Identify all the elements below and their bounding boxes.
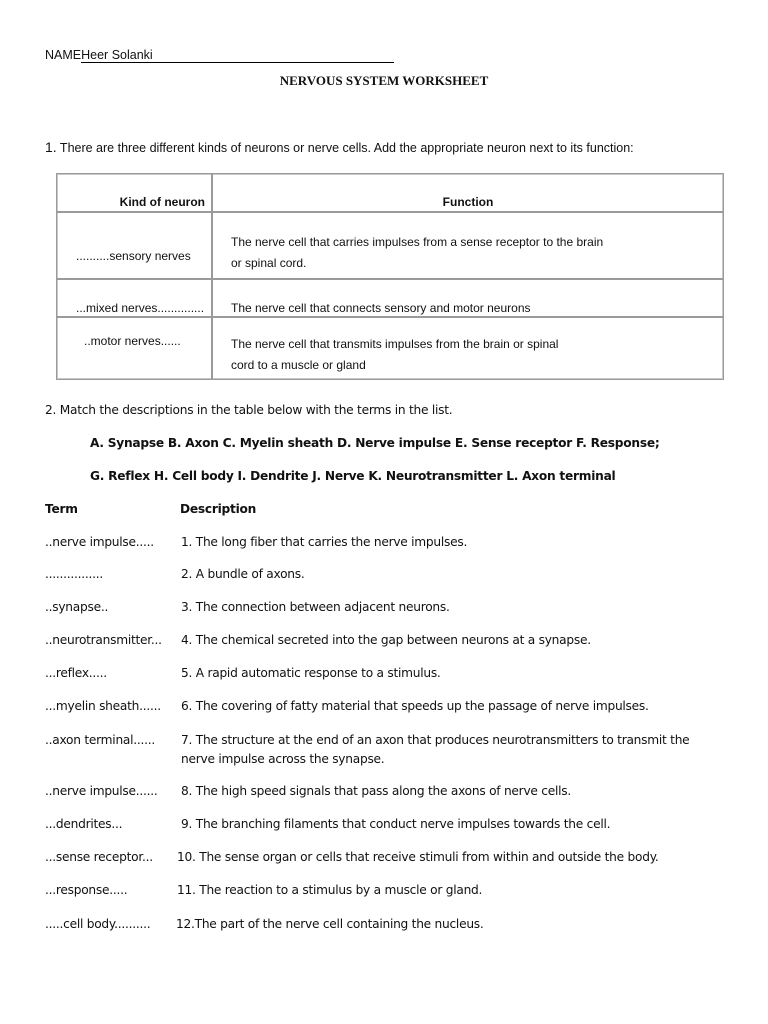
term-answer: ...myelin sheath...... [45, 699, 161, 713]
column-header-description: Description [180, 502, 257, 516]
name-line [45, 48, 394, 63]
term-answer: ..nerve impulse...... [45, 784, 158, 798]
column-header-function: Function [442, 195, 494, 209]
terms-list-line-2: G. Reflex H. Cell body I. Dendrite J. Nerve K. Neurotransmitter L. Axon terminal [90, 469, 616, 483]
term-answer: ...dendrites... [45, 817, 123, 831]
term-description: 8. The high speed signals that pass along the axons of nerve cells. [181, 784, 571, 798]
table-row-divider [57, 278, 723, 280]
term-description: 2. A bundle of axons. [181, 567, 305, 581]
term-answer: ...reflex..... [45, 666, 107, 680]
term-description: 4. The chemical secreted into the gap between neurons at a synapse. [181, 633, 591, 647]
neuron-kind-cell: ...mixed nerves.............. [76, 301, 205, 315]
term-description: 11. The reaction to a stimulus by a muscle or gland. [177, 883, 483, 897]
term-description: 5. A rapid automatic response to a stimulus. [181, 666, 441, 680]
column-header-kind: Kind of neuron [119, 195, 205, 209]
neuron-function-cell: The nerve cell that carries impulses from a sense receptor to the brain [231, 235, 604, 249]
term-description: 7. The structure at the end of an axon that produces neurotransmitters to transmit the nerve impulse across the synapse. [181, 733, 690, 766]
term-answer: ................ [45, 567, 103, 581]
question-1-number: 1. [45, 139, 57, 155]
term-answer: ...sense receptor... [45, 850, 153, 864]
term-description: 10. The sense organ or cells that receive stimuli from within and outside the body. [177, 850, 659, 864]
table-row-divider [57, 211, 723, 213]
name-label: NAME [45, 48, 82, 62]
term-answer: ..axon terminal...... [45, 733, 156, 747]
name-value: Heer Solanki [81, 48, 394, 63]
term-description: 12.The part of the nerve cell containing the nucleus. [176, 917, 484, 931]
question-1-text: There are three different kinds of neurons or nerve cells. Add the appropriate neuron next to its function: [56, 141, 634, 155]
term-answer: ...response..... [45, 883, 128, 897]
neuron-kind-cell: ..motor nerves...... [84, 334, 181, 348]
term-answer: ..synapse.. [45, 600, 109, 614]
term-answer: ..nerve impulse..... [45, 535, 154, 549]
neuron-function-cell: The nerve cell that transmits impulses from the brain or spinal [231, 337, 559, 351]
worksheet-title: NERVOUS SYSTEM WORKSHEET [279, 73, 489, 88]
term-description: 6. The covering of fatty material that speeds up the passage of nerve impulses. [181, 699, 649, 713]
question-2-prompt: 2. Match the descriptions in the table below with the terms in the list. [45, 403, 453, 417]
table-row-divider [57, 316, 723, 318]
term-answer: ..neurotransmitter... [45, 633, 162, 647]
question-1-prompt [45, 139, 634, 155]
term-description: 9. The branching filaments that conduct nerve impulses towards the cell. [181, 817, 611, 831]
neuron-table [56, 173, 724, 380]
term-description: 1. The long fiber that carries the nerve impulses. [181, 535, 468, 549]
term-answer: .....cell body.......... [45, 917, 151, 931]
neuron-function-cell: cord to a muscle or gland [231, 358, 366, 372]
term-description: 3. The connection between adjacent neurons. [181, 600, 450, 614]
neuron-kind-cell: ..........sensory nerves [76, 249, 191, 263]
neuron-function-cell: or spinal cord. [231, 256, 307, 270]
terms-list-line-1: A. Synapse B. Axon C. Myelin sheath D. Nerve impulse E. Sense receptor F. Response; [90, 436, 660, 450]
column-header-term: Term [45, 502, 78, 516]
neuron-function-cell: The nerve cell that connects sensory and motor neurons [231, 301, 531, 315]
